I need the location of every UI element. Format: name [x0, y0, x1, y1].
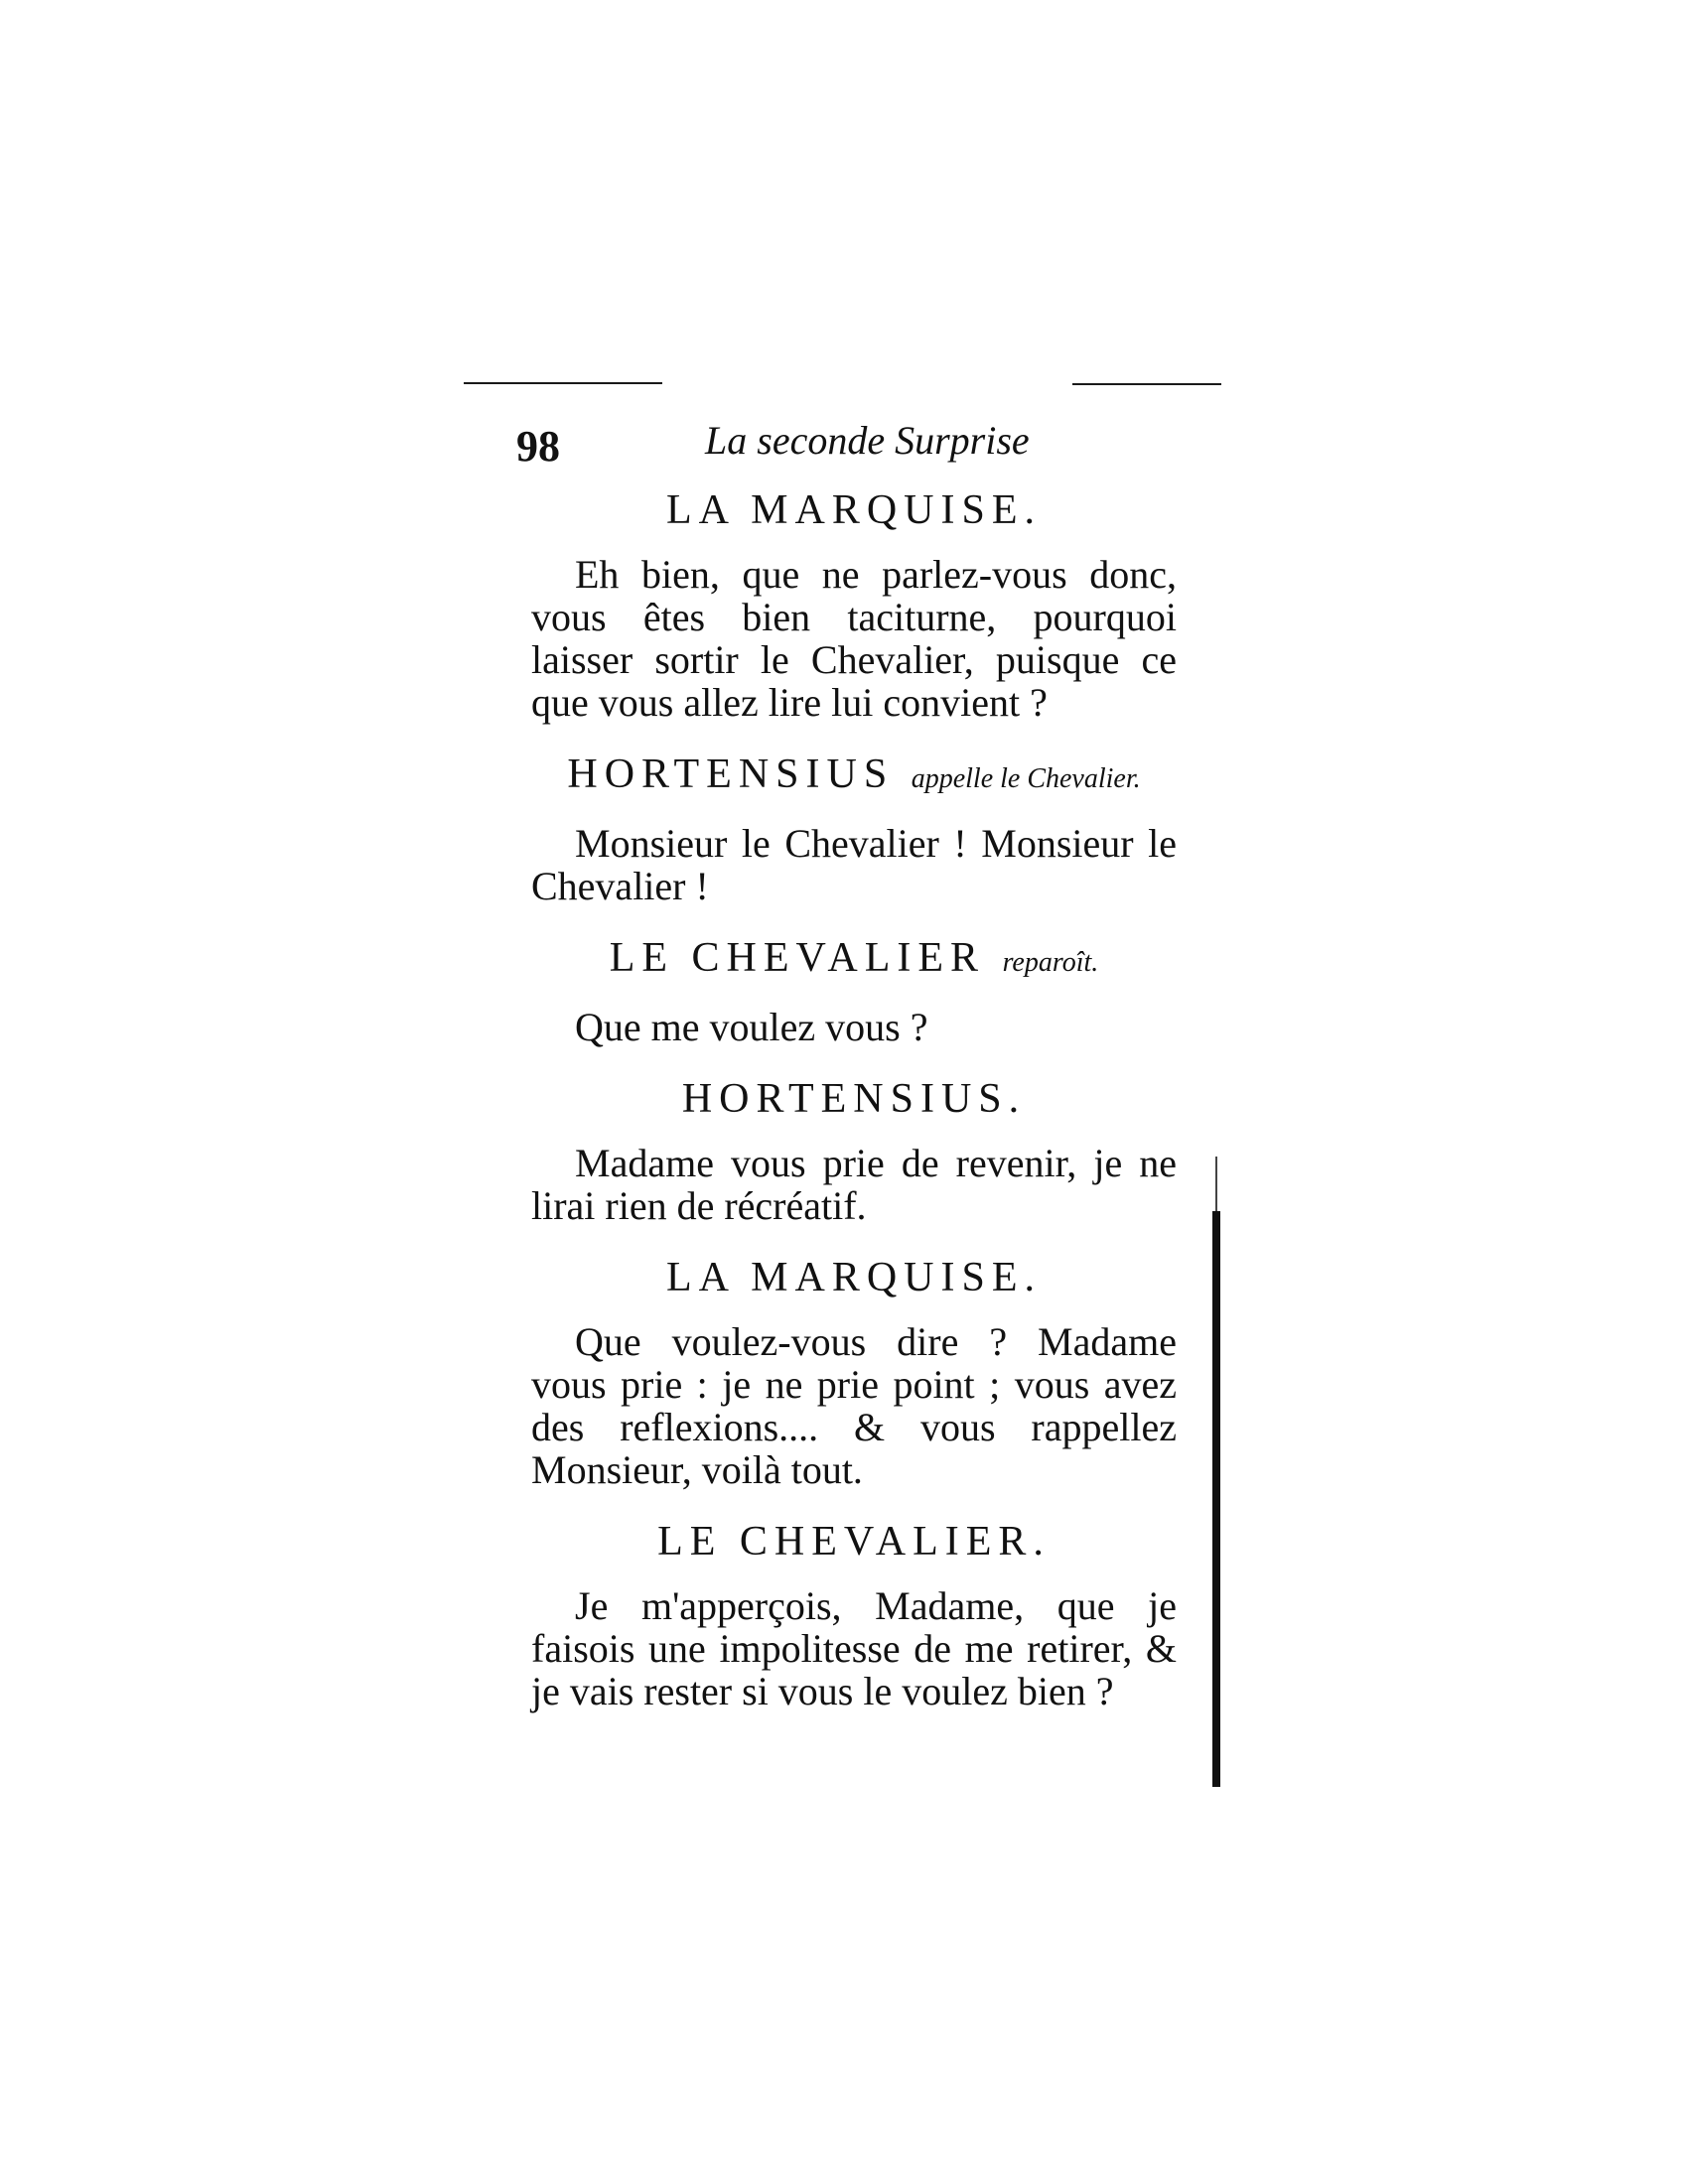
- play-text: [531, 481, 1177, 1734]
- speech-text: Que me voulez vous ?: [575, 1005, 928, 1049]
- speaker-name: [531, 1513, 1177, 1570]
- speech-text: Monsieur le Chevalier ! Monsieur le Chevalier !: [531, 821, 1177, 908]
- speaker-label: LE CHEVALIER: [609, 935, 986, 981]
- speech-text: Je m'apperçois, Madame, que je faisois une impolitesse de me retirer, & je vais rester si vous le voulez bien ?: [531, 1583, 1177, 1713]
- top-rule-left: [464, 382, 662, 384]
- speaker-name: [531, 929, 1177, 992]
- stage-direction: appelle le Chevalier.: [911, 763, 1141, 794]
- speech-text: Eh bien, que ne parlez-vous donc, vous êtes bien taciturne, pourquoi laisser sortir le Chevalier, puisque ce que vous allez lire lui convient ?: [531, 552, 1177, 725]
- stage-direction: reparoît.: [1002, 947, 1099, 978]
- speaker-name: [531, 746, 1177, 808]
- speaker-name: [531, 1249, 1177, 1306]
- speaker-label: LA MARQUISE.: [665, 1255, 1043, 1300]
- page-header: [516, 417, 1152, 477]
- speaker-label: HORTENSIUS: [567, 751, 895, 797]
- speaker-name: [531, 481, 1177, 539]
- running-title: La seconde Surprise: [705, 418, 1030, 463]
- speech-text: Madame vous prie de revenir, je ne lirai rien de récréatif.: [531, 1141, 1177, 1228]
- speaker-name: [531, 1070, 1177, 1128]
- speaker-label: LA MARQUISE.: [665, 487, 1043, 533]
- speaker-label: LE CHEVALIER.: [657, 1519, 1051, 1565]
- speaker-label: HORTENSIUS.: [681, 1076, 1027, 1122]
- page-edge-line: [1215, 1157, 1217, 1211]
- page-edge-shadow: [1212, 1211, 1220, 1787]
- page-number: 98: [516, 422, 560, 471]
- top-rule-right: [1072, 383, 1221, 385]
- speech-text: Que voulez-vous dire ? Madame vous prie : je ne prie point ; vous avez des reflexions.... & vous rappellez Monsieur, voilà tout.: [531, 1319, 1177, 1492]
